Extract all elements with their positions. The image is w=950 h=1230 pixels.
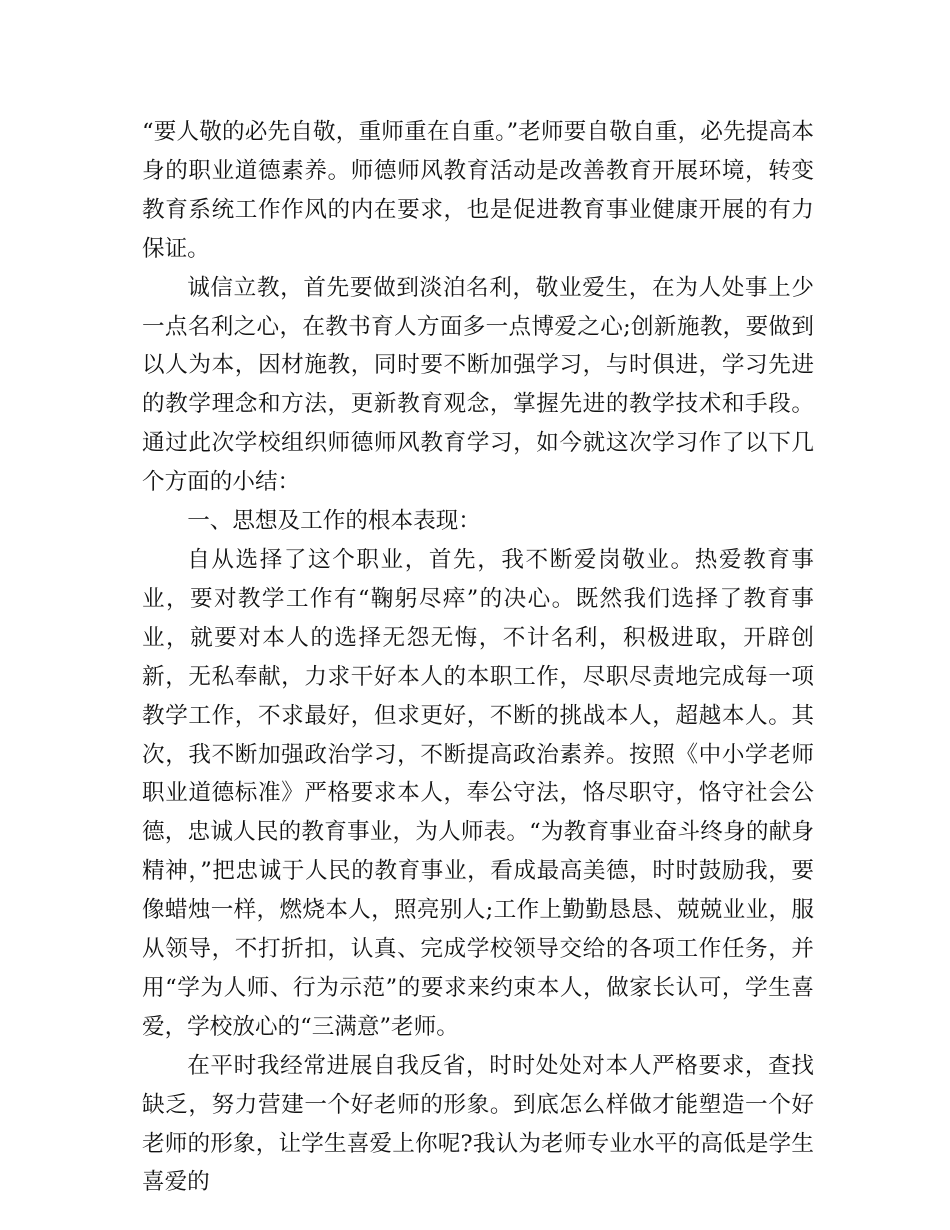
paragraph-reflection: 在平时我经常进展自我反省，时时处处对本人严格要求，查找缺乏，努力营建一个好老师的形象。到底怎么样做才能塑造一个好老师的形象，让学生喜爱上你呢?我认为老师专业水平的高低是学生喜爱的 <box>142 1052 814 1196</box>
section-heading: 一、思想及工作的根本表现： <box>187 508 481 535</box>
paragraph-dedication: 自从选择了这个职业，首先，我不断爱岗敬业。热爱教育事业，要对教学工作有“鞠躬尽瘁”的决心。既然我们选择了教育事业，就要对本人的选择无怨无悔，不计名利，积极进取，开辟创新，无私奉献，力求干好本人的本职工作，尽职尽责地完成每一项教学工作，不求最好，但求更好，不断的挑战本人，超越本人。其次，我不断加强政治学习，不断提高政治素养。按照《中小学老师职业道德标准》严格要求本人，奉公守法，恪尽职守，恪守社会公德，忠诚人民的教育事业，为人师表。“为教育事业奋斗终身的献身精神，”把忠诚于人民的教育事业，看成最高美德，时时鼓励我，要像蜡烛一样，燃烧本人，照亮别人;工作上勤勤恳恳、兢兢业业，服从领导，不打折扣，认真、完成学校领导交给的各项工作任务，并用“学为人师、行为示范”的要求来约束本人，做家长认可，学生喜爱，学校放心的“三满意”老师。 <box>142 546 814 1040</box>
paragraph-intro: “要人敬的必先自敬，重师重在自重。”老师要自敬自重，必先提高本身的职业道德素养。师德师风教育活动是改善教育开展环境，转变教育系统工作作风的内在要求，也是促进教育事业健康开展的有力保证。 <box>142 119 814 262</box>
paragraph-integrity: 诚信立教，首先要做到淡泊名利，敬业爱生，在为人处事上少一点名利之心，在教书育人方面多一点博爱之心;创新施教，要做到以人为本，因材施教，同时要不断加强学习，与时俱进，学习先进的教学理念和方法，更新教育观念，掌握先进的教学技术和手段。通过此次学校组织师德师风教育学习，如今就这次学习作了以下几个方面的小结： <box>142 274 814 496</box>
document-body <box>142 113 814 1202</box>
